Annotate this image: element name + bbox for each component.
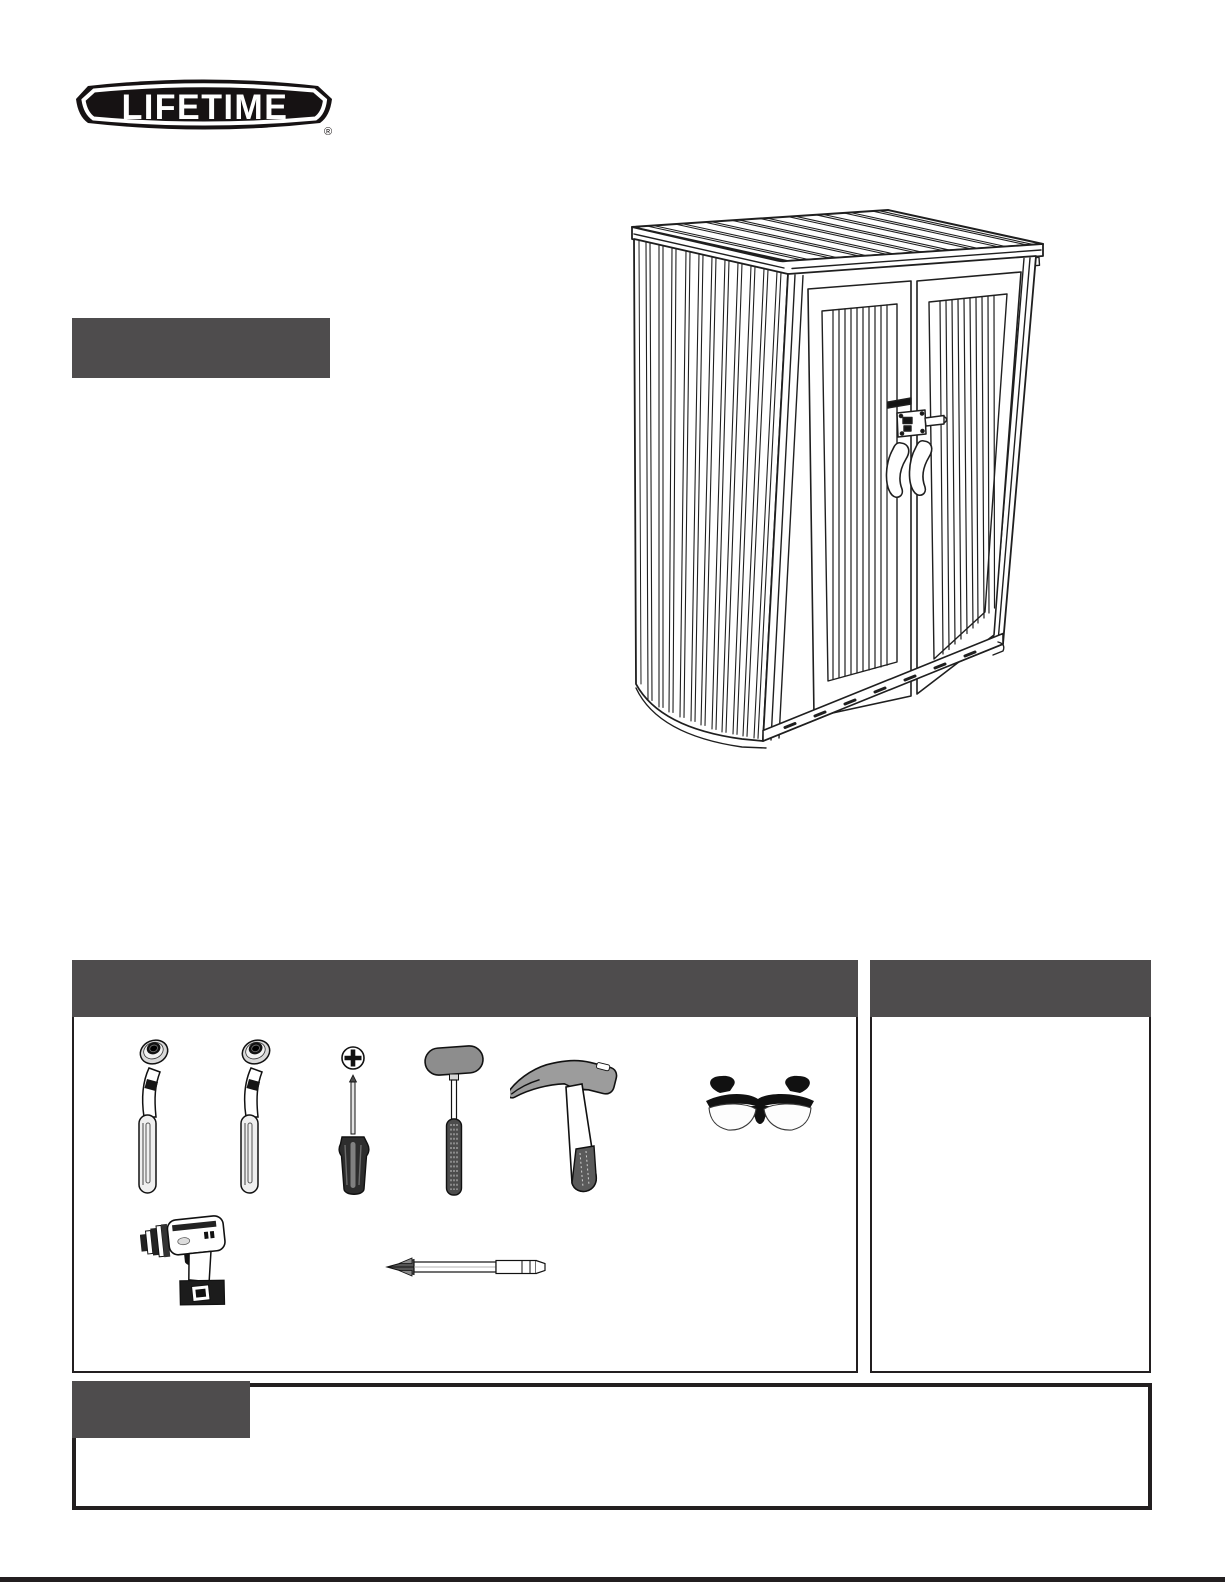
registered-trademark-mark: ® (324, 126, 333, 138)
parts-note-panel (870, 1017, 1151, 1373)
storage-shed-line-art (600, 192, 1068, 758)
model-title-bar (72, 318, 330, 378)
parts-note-header (870, 960, 1151, 1017)
rubber-mallet-icon (422, 1043, 486, 1201)
lifetime-logo-badge (74, 72, 336, 142)
claw-hammer-icon (510, 1047, 622, 1205)
socket-wrench-icon (124, 1035, 172, 1197)
shed-illustration (600, 192, 1068, 758)
warning-note-box (72, 1383, 1152, 1510)
phillips-screwdriver-icon (332, 1045, 374, 1200)
lifetime-logo-text: LIFETIME (121, 88, 289, 127)
cordless-drill-icon (140, 1213, 232, 1311)
tools-required-header (72, 960, 858, 1017)
tools-required-panel (72, 1017, 858, 1373)
phillips-driver-bit-icon (384, 1255, 550, 1279)
lifetime-logo (74, 72, 336, 142)
page-bottom-rule (0, 1577, 1225, 1582)
warning-note-label (72, 1381, 250, 1438)
safety-glasses-icon (696, 1069, 824, 1139)
socket-wrench-icon (226, 1035, 274, 1197)
